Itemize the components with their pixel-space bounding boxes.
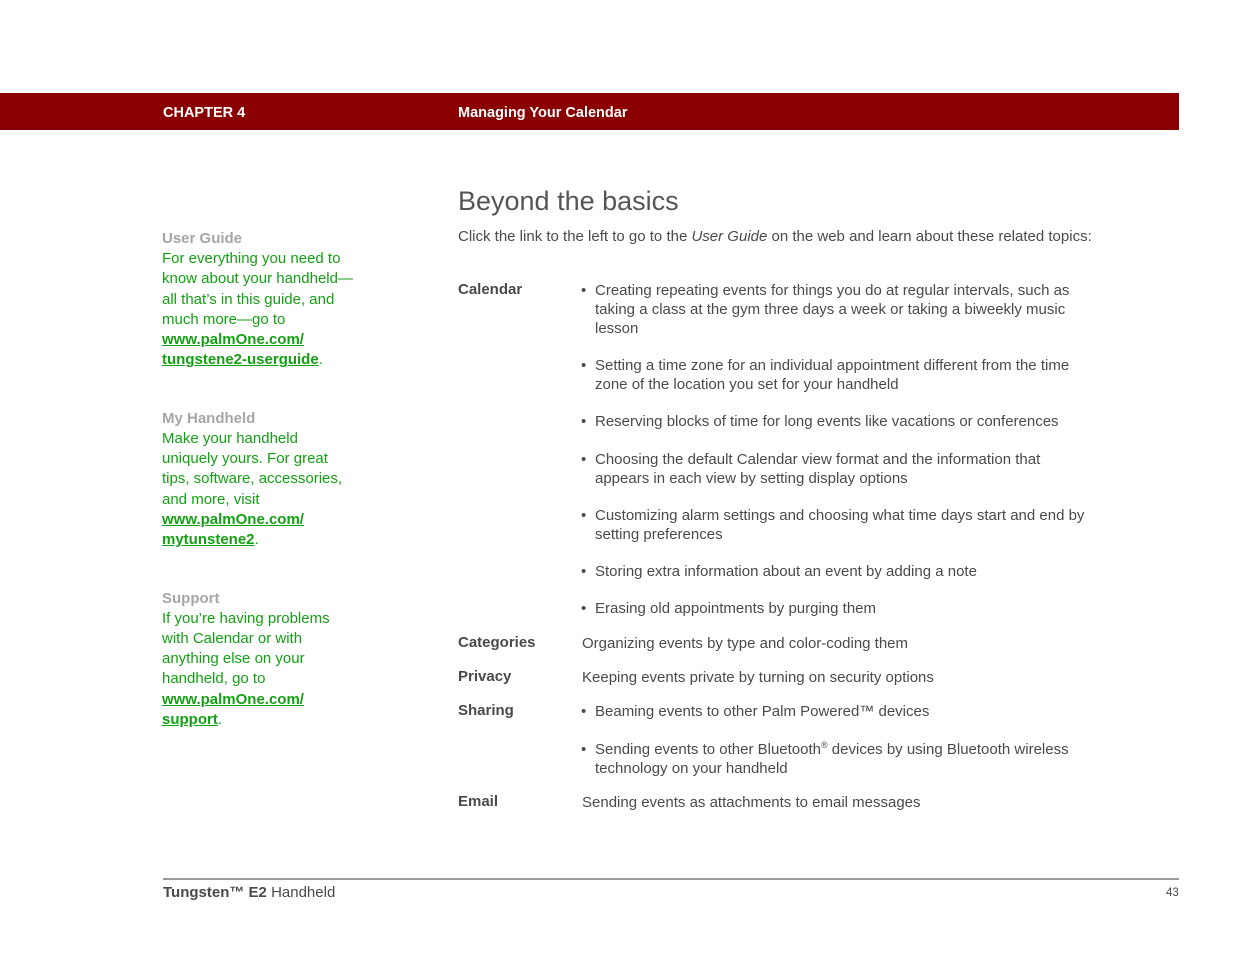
page-number: 43 <box>1166 887 1179 899</box>
page-title: Beyond the basics <box>458 186 679 216</box>
topic-text-email: Sending events as attachments to email messages <box>582 794 921 811</box>
topic-label-categories: Categories <box>458 634 536 651</box>
bullet-text: Setting a time zone for an individual appointment different from the time <box>595 357 1070 374</box>
calendar-bullet <box>581 281 1151 338</box>
support-link[interactable]: support <box>162 711 218 729</box>
intro-text <box>458 228 1092 245</box>
topic-label-privacy: Privacy <box>458 668 512 685</box>
bullet-text: Choosing the default Calendar view format and the information that <box>595 451 1041 468</box>
sidebar-text-line: If you’re having problems <box>162 609 330 627</box>
sidebar-heading-support: Support <box>162 589 220 607</box>
sidebar-text-line: tips, software, accessories, <box>162 470 343 488</box>
sidebar-heading-my-handheld: My Handheld <box>162 409 256 427</box>
bullet-text: technology on your handheld <box>595 760 788 777</box>
bullet-text: appears in each view by setting display options <box>595 470 908 487</box>
sidebar-text-line: anything else on your <box>162 650 305 668</box>
bullet-text: Customizing alarm settings and choosing what time days start and end by <box>595 507 1085 524</box>
calendar-bullet <box>581 356 1151 394</box>
calendar-bullet <box>581 450 1151 488</box>
topic-label-calendar: Calendar <box>458 281 523 298</box>
intro-text-part: Click the link to the left to go to the <box>458 228 692 245</box>
sidebar-text-line: know about your handheld— <box>162 270 353 288</box>
sidebar-text-line: Make your handheld <box>162 429 298 447</box>
sidebar-text-line: For everything you need to <box>162 250 341 267</box>
sidebar <box>162 229 387 768</box>
my-handheld-link[interactable]: www.palmOne.com/ <box>162 510 304 528</box>
bullet-dot: • <box>581 507 587 524</box>
bullet-text-part: devices by using Bluetooth wireless <box>827 741 1069 758</box>
topic-label-email: Email <box>458 793 499 810</box>
intro-text-part: on the web and learn about these related topics: <box>767 228 1092 245</box>
topic-text-privacy: Keeping events private by turning on security options <box>582 669 934 686</box>
calendar-bullet <box>581 562 1151 581</box>
footer-product-rest: Handheld <box>266 884 336 901</box>
bullet-dot: • <box>581 282 587 299</box>
bullet-text: Erasing old appointments by purging them <box>595 600 877 617</box>
bullet-text: setting preferences <box>595 526 723 543</box>
bullet-dot: • <box>581 357 587 374</box>
bullet-text: taking a class at the gym three days a week or taking a biweekly music <box>595 301 1066 318</box>
bullet-text: lesson <box>595 320 639 337</box>
bullet-dot: • <box>581 741 587 758</box>
support-link[interactable]: www.palmOne.com/ <box>162 690 304 708</box>
sidebar-support <box>162 589 387 731</box>
sidebar-text-line: all that’s in this guide, and <box>162 290 335 308</box>
sharing-bullet <box>581 740 1151 778</box>
footer-product-bold: Tungsten™ E2 <box>163 884 267 901</box>
chapter-title: Managing Your Calendar <box>458 105 628 121</box>
sidebar-text-line: much more—go to <box>162 310 286 328</box>
sidebar-text-line: with Calendar or with <box>162 629 303 647</box>
bullet-dot: • <box>581 703 587 720</box>
sidebar-user-guide <box>162 229 387 371</box>
punctuation: . <box>254 531 259 549</box>
bullet-dot: • <box>581 413 587 430</box>
punctuation: . <box>217 711 222 729</box>
topic-label-sharing: Sharing <box>458 702 514 719</box>
user-guide-link[interactable]: www.palmOne.com/ <box>162 331 304 349</box>
sidebar-my-handheld <box>162 409 387 551</box>
topic-text-categories: Organizing events by type and color-coding them <box>582 635 909 652</box>
chapter-number: CHAPTER 4 <box>163 105 246 121</box>
intro-emphasis: User Guide <box>691 228 768 245</box>
bullet-text: zone of the location you set for your handheld <box>595 376 899 393</box>
bullet-dot: • <box>581 600 587 617</box>
calendar-bullet <box>581 599 1151 618</box>
bullet-text <box>595 740 1151 759</box>
registered-mark: ® <box>821 740 828 750</box>
footer-product-name <box>163 884 335 901</box>
calendar-bullet <box>581 412 1151 431</box>
sidebar-text-line: and more, visit <box>162 490 260 508</box>
user-guide-link[interactable]: tungstene2-userguide <box>162 351 319 369</box>
bullet-dot: • <box>581 451 587 468</box>
bullet-text: Creating repeating events for things you do at regular intervals, such as <box>595 282 1070 299</box>
sharing-bullet <box>581 702 1151 721</box>
footer-divider <box>163 878 1179 880</box>
bullet-text: Beaming events to other Palm Powered™ devices <box>595 703 930 720</box>
chapter-header-bar <box>0 93 1179 130</box>
sidebar-heading-user-guide: User Guide <box>162 230 243 247</box>
punctuation: . <box>318 351 323 369</box>
calendar-bullet <box>581 506 1151 544</box>
bullet-text: Reserving blocks of time for long events like vacations or conferences <box>595 413 1059 430</box>
sidebar-text-line: handheld, go to <box>162 670 266 688</box>
bullet-text: Storing extra information about an event by adding a note <box>595 563 977 580</box>
bullet-text-part: Sending events to other Bluetooth <box>595 741 821 758</box>
sidebar-text-line: uniquely yours. For great <box>162 450 328 468</box>
my-handheld-link[interactable]: mytunstene2 <box>162 531 255 549</box>
bullet-dot: • <box>581 563 587 580</box>
